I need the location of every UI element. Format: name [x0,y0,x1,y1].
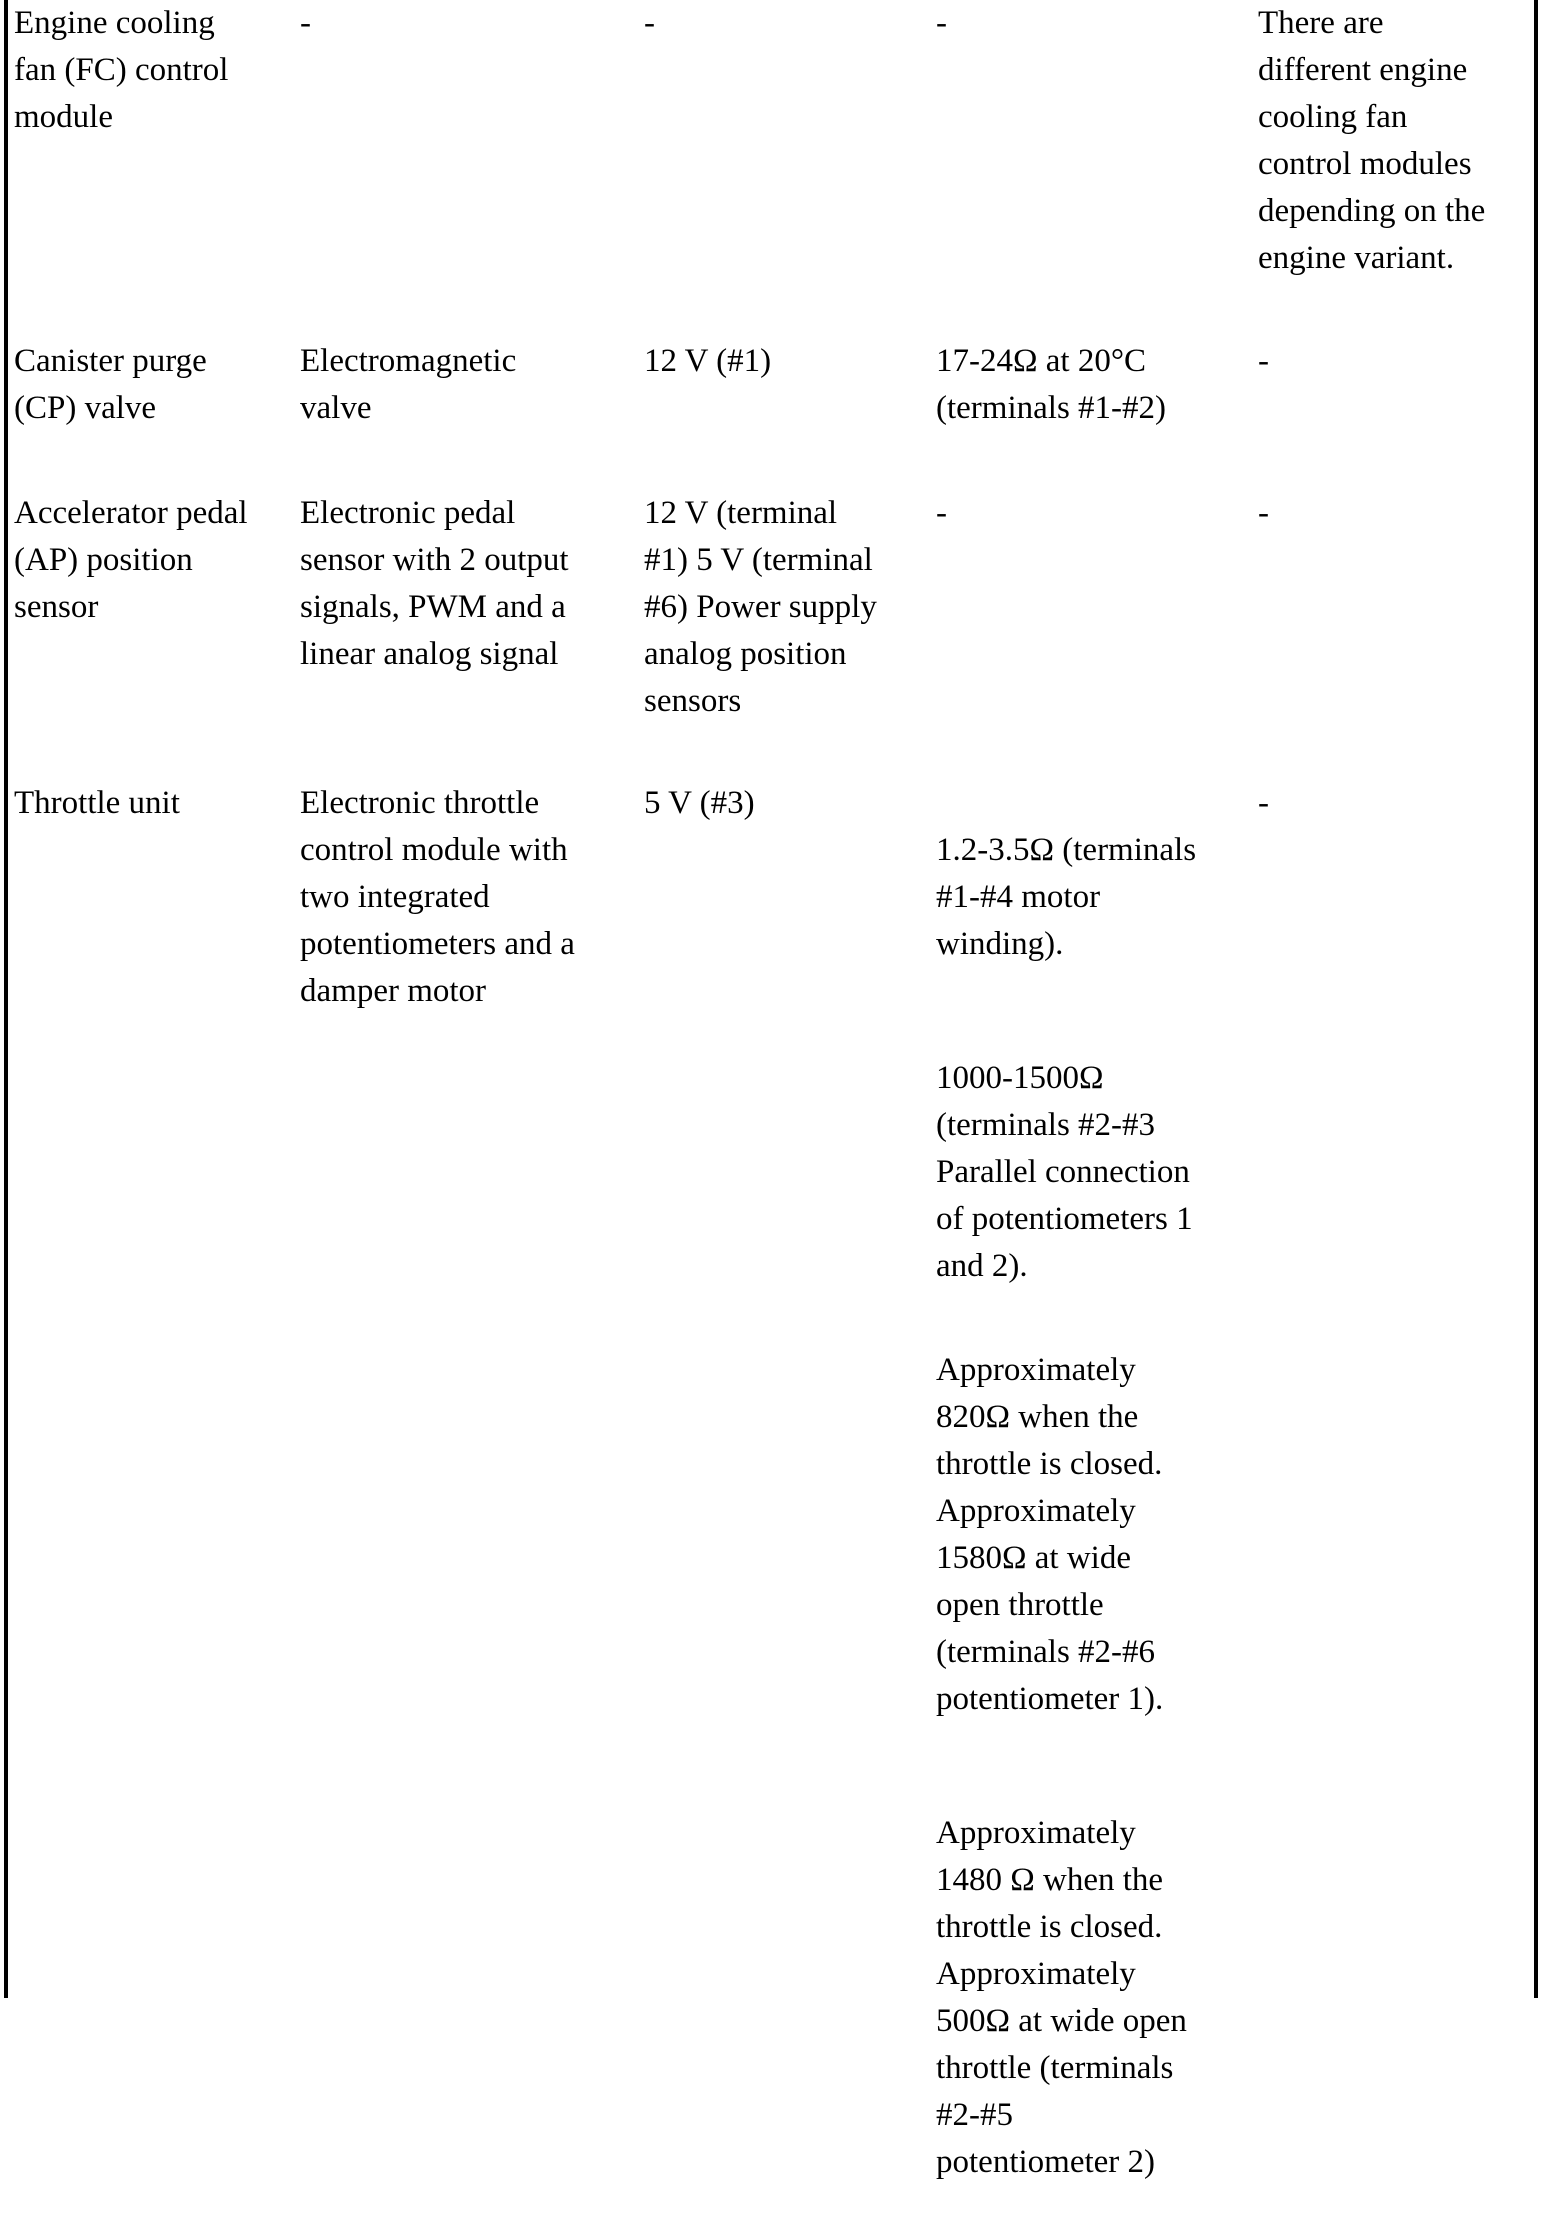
cell-resistance: - [936,495,947,531]
cell-resistance: - [936,5,947,41]
cell-type: - [300,5,311,41]
cell-component: Throttle unit [14,785,180,821]
cell-type: Electronic throttle control module with two integrated potentiometers and a damper motor [300,785,575,1009]
cell-resistance: 17-24Ω at 20°C (terminals #1-#2) [936,343,1167,426]
cell-notes: There are different engine cooling fan control modules depending on the engine variant. [1258,5,1486,276]
cell-supply: 12 V (terminal #1) 5 V (terminal #6) Power supply analog position sensors [644,495,877,719]
cell-notes: - [1258,343,1269,379]
table-frame [4,0,1538,1998]
cell-supply: - [644,5,655,41]
cell-component: Engine cooling fan (FC) control module [14,5,229,135]
cell-notes: - [1258,495,1269,531]
cell-notes: - [1258,785,1269,821]
resistance-parallel-potentiometers: 1000-1500Ω (terminals #2-#3 Parallel connection of potentiometers 1 and 2). [936,1060,1193,1284]
cell-supply: 12 V (#1) [644,343,772,379]
cell-component: Accelerator pedal (AP) position sensor [14,495,248,625]
cell-resistance [936,780,1266,2233]
cell-component: Canister purge (CP) valve [14,343,207,426]
cell-type: Electromagnetic valve [300,343,517,426]
resistance-potentiometer-1: Approximately 820Ω when the throttle is closed. Approximately 1580Ω at wide open throttle (terminals #2-#6 potentiometer 1). [936,1352,1164,1717]
cell-supply: 5 V (#3) [644,785,755,821]
resistance-potentiometer-2: Approximately 1480 Ω when the throttle is closed. Approximately 500Ω at wide open throttle (terminals #2-#5 potentiometer 2) [936,1815,1187,2180]
resistance-motor-winding: 1.2-3.5Ω (terminals #1-#4 motor winding). [936,832,1197,962]
cell-type: Electronic pedal sensor with 2 output signals, PWM and a linear analog signal [300,495,569,672]
